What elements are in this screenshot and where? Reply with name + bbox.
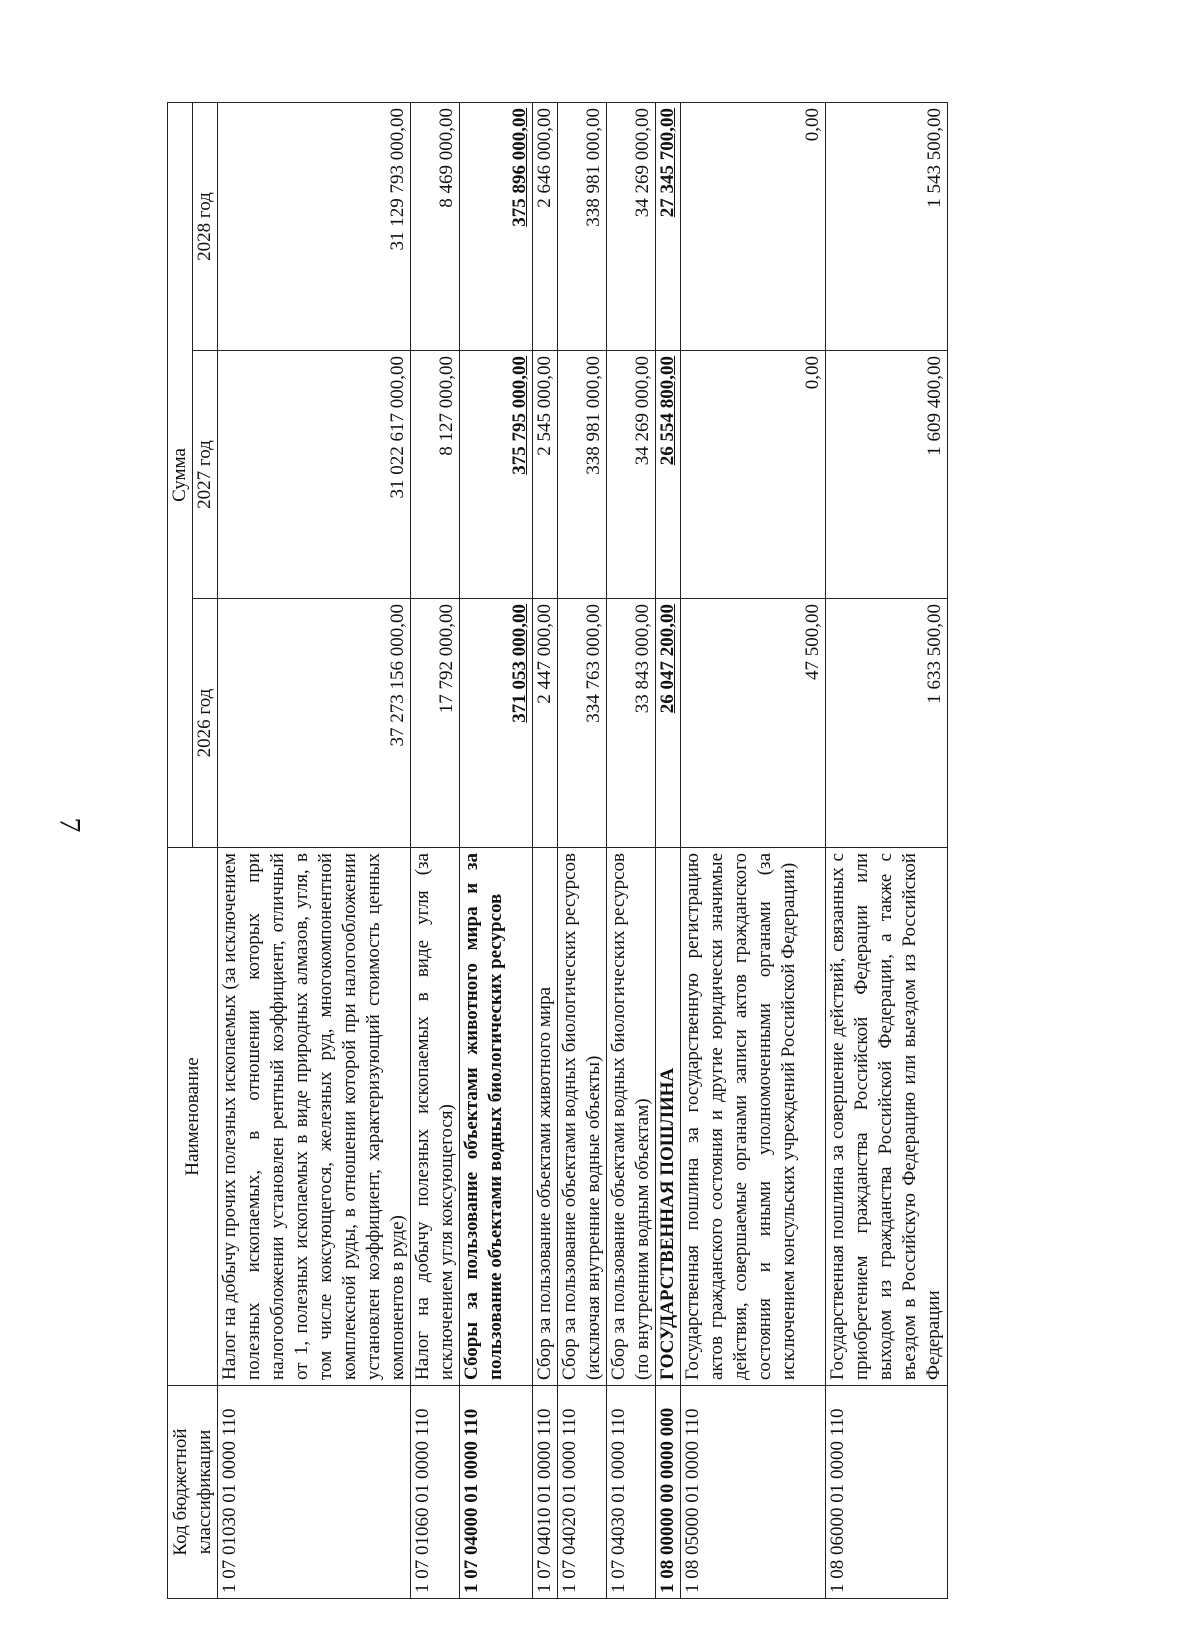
row-value-2026: 33 843 000,00 — [607, 599, 656, 848]
table-row — [460, 102, 533, 1598]
header-year-2028: 2028 год — [193, 102, 218, 350]
row-name: Сбор за пользование объектами водных биологических ресурсов (исключая внутренние водные объекты) — [558, 848, 607, 1386]
row-name: Государственная пошлина за совершение действий, связанных с приобретением гражданства Российской Федерации или выходом из гражданства Российской Федерации, а также с въездом в Российскую Федерацию или выездом из Российской Федерации — [826, 848, 948, 1386]
row-code: 1 07 04000 01 0000 110 — [460, 1386, 533, 1599]
row-value-2028: 0,00 — [681, 102, 826, 350]
row-value-2027: 34 269 000,00 — [607, 351, 656, 599]
row-value-2027: 31 022 617 000,00 — [218, 351, 411, 599]
row-value-2026: 371 053 000,00 — [460, 599, 533, 848]
row-value-2027: 0,00 — [681, 351, 826, 599]
row-value-2026: 2 447 000,00 — [533, 599, 558, 848]
table-row — [607, 102, 656, 1598]
row-code: 1 07 01030 01 0000 110 — [218, 1386, 411, 1599]
row-value-2027: 26 554 800,00 — [656, 351, 681, 599]
row-code: 1 07 04030 01 0000 110 — [607, 1386, 656, 1599]
row-name: Сбор за пользование объектами животного мира — [533, 848, 558, 1386]
row-name: Сбор за пользование объектами водных биологических ресурсов (по внутренним водным объектам) — [607, 848, 656, 1386]
row-code: 1 08 05000 01 0000 110 — [681, 1386, 826, 1599]
header-year-2026: 2026 год — [193, 599, 218, 848]
table-row — [558, 102, 607, 1598]
table-row — [656, 102, 681, 1598]
row-value-2028: 338 981 000,00 — [558, 102, 607, 350]
row-value-2028: 2 646 000,00 — [533, 102, 558, 350]
row-value-2027: 338 981 000,00 — [558, 351, 607, 599]
row-value-2026: 47 500,00 — [681, 599, 826, 848]
row-code: 1 08 00000 00 0000 000 — [656, 1386, 681, 1599]
row-name: Налог на добычу полезных ископаемых в виде угля (за исключением угля коксующегося) — [411, 848, 460, 1386]
row-name: Государственная пошлина за государственную регистрацию актов гражданского состояния и другие юридически значимые действия, совершаемые органами записи актов гражданского состояния и иными уполномоченными органами (за исключением консульских учреждений Российской Федерации) — [681, 848, 826, 1386]
row-value-2026: 17 792 000,00 — [411, 599, 460, 848]
row-value-2027: 1 609 400,00 — [826, 351, 948, 599]
header-code: Код бюджетной классификации — [168, 1386, 218, 1599]
row-value-2028: 31 129 793 000,00 — [218, 102, 411, 350]
table-row — [826, 102, 948, 1598]
table-row — [533, 102, 558, 1598]
row-value-2027: 8 127 000,00 — [411, 351, 460, 599]
row-value-2028: 1 543 500,00 — [826, 102, 948, 350]
row-value-2027: 375 795 000,00 — [460, 351, 533, 599]
budget-table — [167, 102, 948, 1599]
row-value-2026: 26 047 200,00 — [656, 599, 681, 848]
row-name: Налог на добычу прочих полезных ископаемых (за исключением полезных ископаемых, в отношении которых при налогообложении установлен рентный коэффициент, отличный от 1, полезных ископаемых в виде природных алмазов, угля, в том числе коксующегося, железных руд, многокомпонентной комплексной руды, в отношении которой при налогообложении установлен коэффициент, характеризующий стоимость ценных компонентов в руде) — [218, 848, 411, 1386]
row-code: 1 07 04020 01 0000 110 — [558, 1386, 607, 1599]
row-value-2026: 1 633 500,00 — [826, 599, 948, 848]
budget-table-rotated — [167, 103, 1072, 1599]
header-year-2027: 2027 год — [193, 351, 218, 599]
header-name: Наименование — [168, 848, 218, 1386]
table-row — [681, 102, 826, 1598]
row-value-2028: 375 896 000,00 — [460, 102, 533, 350]
row-value-2028: 27 345 700,00 — [656, 102, 681, 350]
row-name: Сборы за пользование объектами животного мира и за пользование объектами водных биологических ресурсов — [460, 848, 533, 1386]
row-code: 1 08 06000 01 0000 110 — [826, 1386, 948, 1599]
row-value-2026: 334 763 000,00 — [558, 599, 607, 848]
header-sum: Сумма — [168, 102, 193, 847]
table-row — [411, 102, 460, 1598]
row-value-2028: 8 469 000,00 — [411, 102, 460, 350]
row-value-2026: 37 273 156 000,00 — [218, 599, 411, 848]
row-value-2028: 34 269 000,00 — [607, 102, 656, 350]
row-value-2027: 2 545 000,00 — [533, 351, 558, 599]
page-number: 7 — [53, 817, 87, 833]
row-code: 1 07 04010 01 0000 110 — [533, 1386, 558, 1599]
row-code: 1 07 01060 01 0000 110 — [411, 1386, 460, 1599]
row-name: ГОСУДАРСТВЕННАЯ ПОШЛИНА — [656, 848, 681, 1386]
table-row — [218, 102, 411, 1598]
